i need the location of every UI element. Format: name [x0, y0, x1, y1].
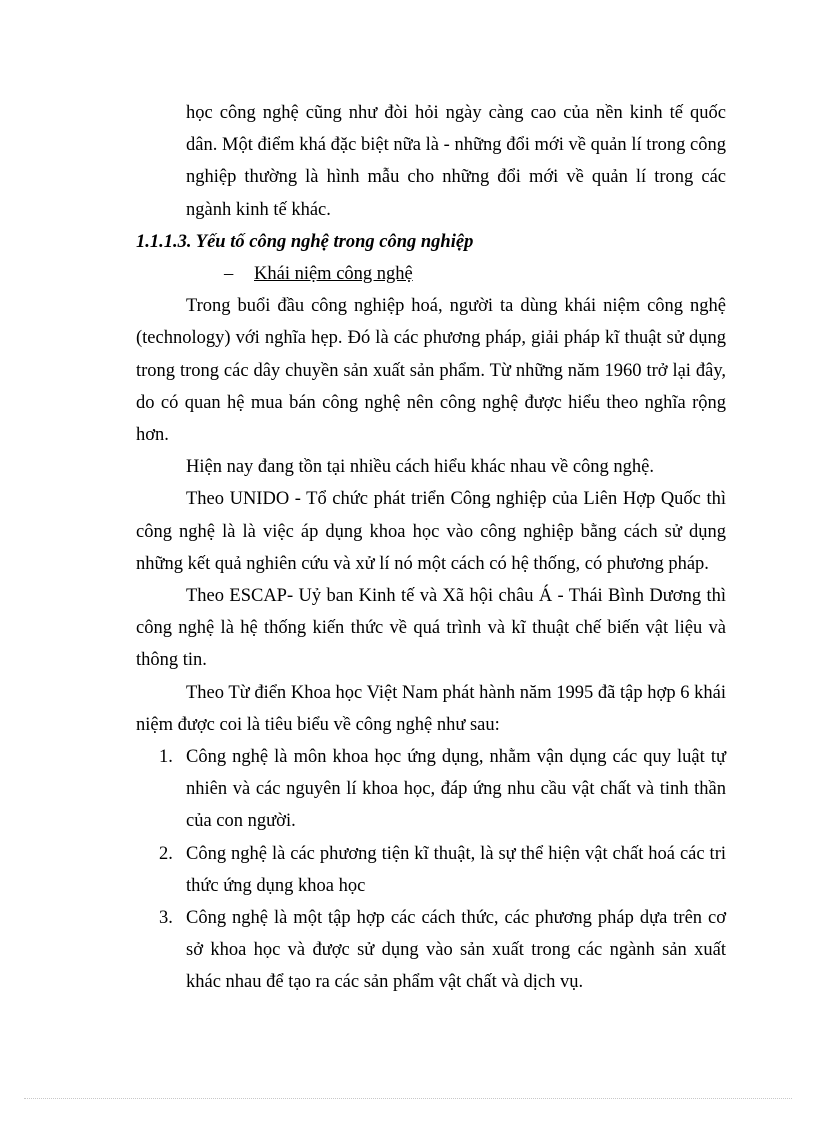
dash-bullet: –	[224, 264, 234, 285]
footer-divider	[24, 1098, 792, 1099]
document-body	[136, 97, 726, 999]
continued-paragraph: học công nghệ cũng như đòi hỏi ngày càng cao của nền kinh tế quốc dân. Một điểm khá đặc biệt nữa là - những đổi mới về quản lí trong công nghiệp thường là hình mẫu cho những đổi mới về quản lí trong các ngành kinh tế khác.	[186, 103, 726, 220]
numbered-list	[136, 741, 726, 999]
dash-item-label: Khái niệm công nghệ	[254, 264, 413, 285]
list-item-text: Công nghệ là một tập hợp các cách thức, các phương pháp dựa trên cơ sở khoa học và được sử dụng vào sản xuất trong các ngành sản xuất khác nhau để tạo ra các sản phẩm vật chất và dịch vụ.	[186, 908, 726, 993]
paragraph: Theo ESCAP- Uỷ ban Kinh tế và Xã hội châu Á - Thái Bình Dương thì công nghệ là hệ thống kiến thức về quá trình và kĩ thuật chế biến vật liệu và thông tin.	[136, 586, 726, 671]
paragraph: Hiện nay đang tồn tại nhiều cách hiểu khác nhau về công nghệ.	[186, 457, 654, 478]
section-heading: 1.1.1.3. Yếu tố công nghệ trong công nghiệp	[136, 231, 474, 252]
list-number: 3.	[159, 908, 173, 929]
paragraph: Theo Từ điển Khoa học Việt Nam phát hành năm 1995 đã tập hợp 6 khái niệm được coi là tiêu biểu về công nghệ như sau:	[136, 682, 726, 735]
list-number: 1.	[159, 747, 173, 768]
paragraph: Theo UNIDO - Tổ chức phát triển Công nghiệp của Liên Hợp Quốc thì công nghệ là là việc áp dụng khoa học vào công nghiệp bằng cách sử dụng những kết quả nghiên cứu và xử lí nó một cách có hệ thống, có phương pháp.	[136, 489, 726, 574]
list-item	[136, 902, 726, 999]
list-item-text: Công nghệ là môn khoa học ứng dụng, nhằm vận dụng các quy luật tự nhiên và các nguyên lí khoa học, đáp ứng nhu cầu vật chất và tinh thần của con người.	[186, 747, 726, 832]
list-number: 2.	[159, 843, 173, 864]
list-item-text: Công nghệ là các phương tiện kĩ thuật, là sự thể hiện vật chất hoá các tri thức ứng dụng khoa học	[186, 843, 726, 896]
dash-item	[136, 258, 726, 290]
list-item	[136, 741, 726, 838]
paragraph: Trong buổi đầu công nghiệp hoá, người ta dùng khái niệm công nghệ (technology) với nghĩa hẹp. Đó là các phương pháp, giải pháp kĩ thuật sử dụng trong trong các dây chuyền sản xuất sản phẩm. Từ những năm 1960 trở lại đây, do có quan hệ mua bán công nghệ nên công nghệ được hiểu theo nghĩa rộng hơn.	[136, 296, 726, 446]
list-item	[136, 838, 726, 902]
